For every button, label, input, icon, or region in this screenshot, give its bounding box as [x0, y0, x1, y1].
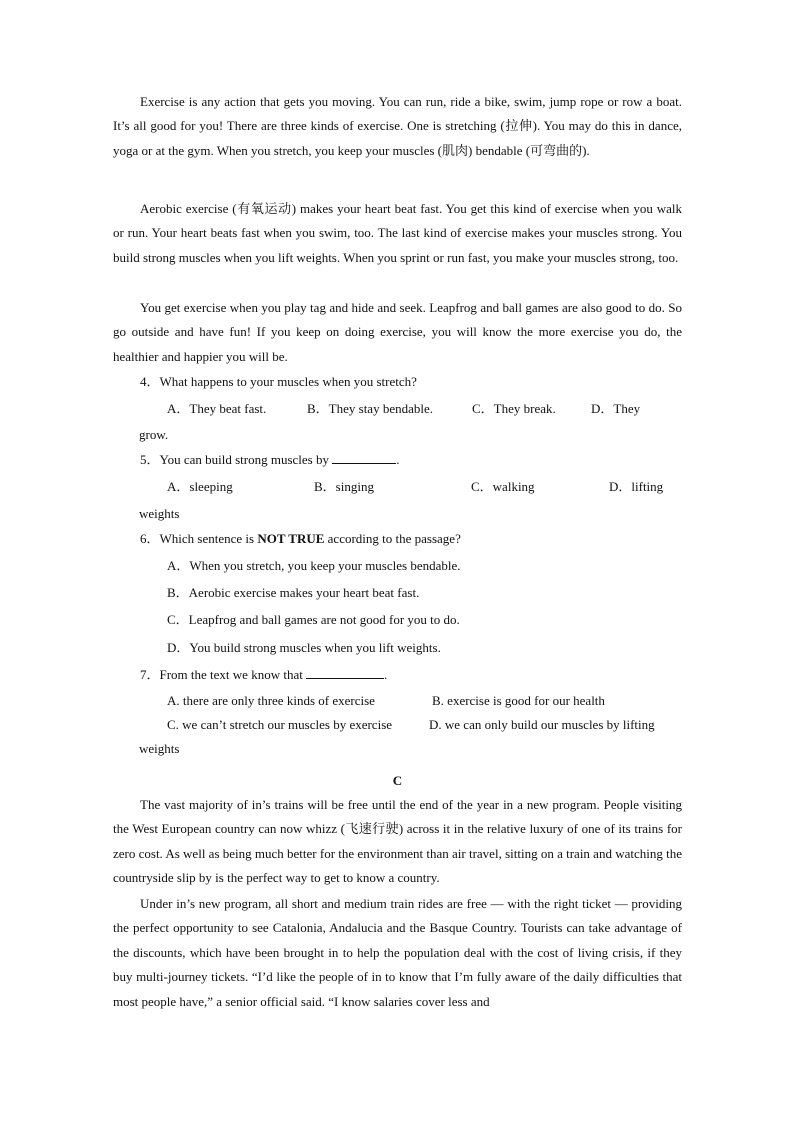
- question-6-stem-text: 6．Which sentence is: [140, 531, 258, 546]
- question-7-option-a[interactable]: A. there are only three kinds of exercise: [167, 693, 375, 708]
- question-4-option-c[interactable]: C．They break.: [472, 401, 556, 416]
- question-7-stem-text: 7．From the text we know that: [140, 667, 303, 682]
- passage-b-paragraph-2: Aerobic exercise (有氧运动) makes your heart beat fast. You get this kind of exercise when you walk or run. Your heart beats fast when you swim, too. The last kind of exercise makes your muscles strong. You build strong muscles when you lift weights. When you sprint or run fast, you make your muscles strong, too.: [113, 201, 682, 265]
- question-5-option-b[interactable]: B．singing: [314, 479, 374, 494]
- question-5-stem: [140, 448, 399, 472]
- question-6-stem-end: according to the passage?: [324, 531, 461, 546]
- question-7-option-d-wrap: weights: [139, 741, 180, 756]
- question-5-stem-text: 5．You can build strong muscles by: [140, 452, 329, 467]
- question-4-stem: 4．What happens to your muscles when you stretch?: [140, 374, 417, 389]
- passage-c-paragraph-2: Under in’s new program, all short and medium train rides are free — with the right ticket — providing the perfect opportunity to see Catalonia, Andalucia and the Basque Country. Tourists can take advantage of the discounts, which have been brought in to help the population deal with the cost of living crisis, if they buy multi-journey tickets. “I’d like the people of in to know that I’m fully aware of the daily difficulties that most people have,” a senior official said. “I know salaries cover less and: [113, 896, 682, 1009]
- question-5-blank: [332, 451, 396, 464]
- question-6-option-c[interactable]: C．Leapfrog and ball games are not good for you to do.: [167, 612, 460, 627]
- question-4-option-a[interactable]: A．They beat fast.: [167, 401, 267, 416]
- question-5-stem-end: .: [396, 452, 400, 467]
- passage-c-paragraph-1: The vast majority of in’s trains will be free until the end of the year in a new program. People visiting the West European country can now whizz (飞速行驶) across it in the relative luxury of one of its trains for zero cost. As well as being much better for the environment than air travel, sitting on a train and watching the countryside slip by is the perfect way to get to know a country.: [113, 797, 682, 886]
- question-6-option-a[interactable]: A．When you stretch, you keep your muscles bendable.: [167, 558, 461, 573]
- question-5-option-c[interactable]: C．walking: [471, 479, 535, 494]
- question-5-option-d-wrap: weights: [139, 506, 180, 521]
- question-7-option-c[interactable]: C. we can’t stretch our muscles by exercise: [167, 717, 393, 732]
- question-5-option-d[interactable]: D．lifting: [609, 479, 664, 494]
- question-4-option-d[interactable]: D．They: [591, 401, 641, 416]
- question-4-option-b[interactable]: B．They stay bendable.: [307, 401, 433, 416]
- question-4-option-d-wrap: grow.: [139, 427, 169, 442]
- passage-c-heading: C: [392, 773, 403, 788]
- question-7-blank: [306, 666, 384, 679]
- passage-b-paragraph-3: You get exercise when you play tag and hide and seek. Leapfrog and ball games are also good to do. So go outside and have fun! If you keep on doing exercise, you will know the more exercise you do, the healthier and happier you will be.: [113, 300, 682, 364]
- question-6-stem-emphasis: NOT TRUE: [257, 531, 325, 546]
- passage-b-paragraph-1: Exercise is any action that gets you moving. You can run, ride a bike, swim, jump rope or row a boat. It’s all good for you! There are three kinds of exercise. One is stretching (拉伸). You may do this in dance, yoga or at the gym. When you stretch, you keep your muscles (肌肉) bendable (可弯曲的).: [113, 94, 682, 158]
- question-7-stem-end: .: [384, 667, 388, 682]
- question-6-option-b[interactable]: B．Aerobic exercise makes your heart beat fast.: [167, 585, 420, 600]
- question-7-option-d[interactable]: D. we can only build our muscles by lifting: [429, 717, 655, 732]
- question-6-stem: [140, 527, 461, 551]
- question-7-stem: [140, 663, 387, 687]
- question-6-option-d[interactable]: D．You build strong muscles when you lift weights.: [167, 640, 441, 655]
- question-7-option-b[interactable]: B. exercise is good for our health: [432, 693, 605, 708]
- question-5-option-a[interactable]: A．sleeping: [167, 479, 233, 494]
